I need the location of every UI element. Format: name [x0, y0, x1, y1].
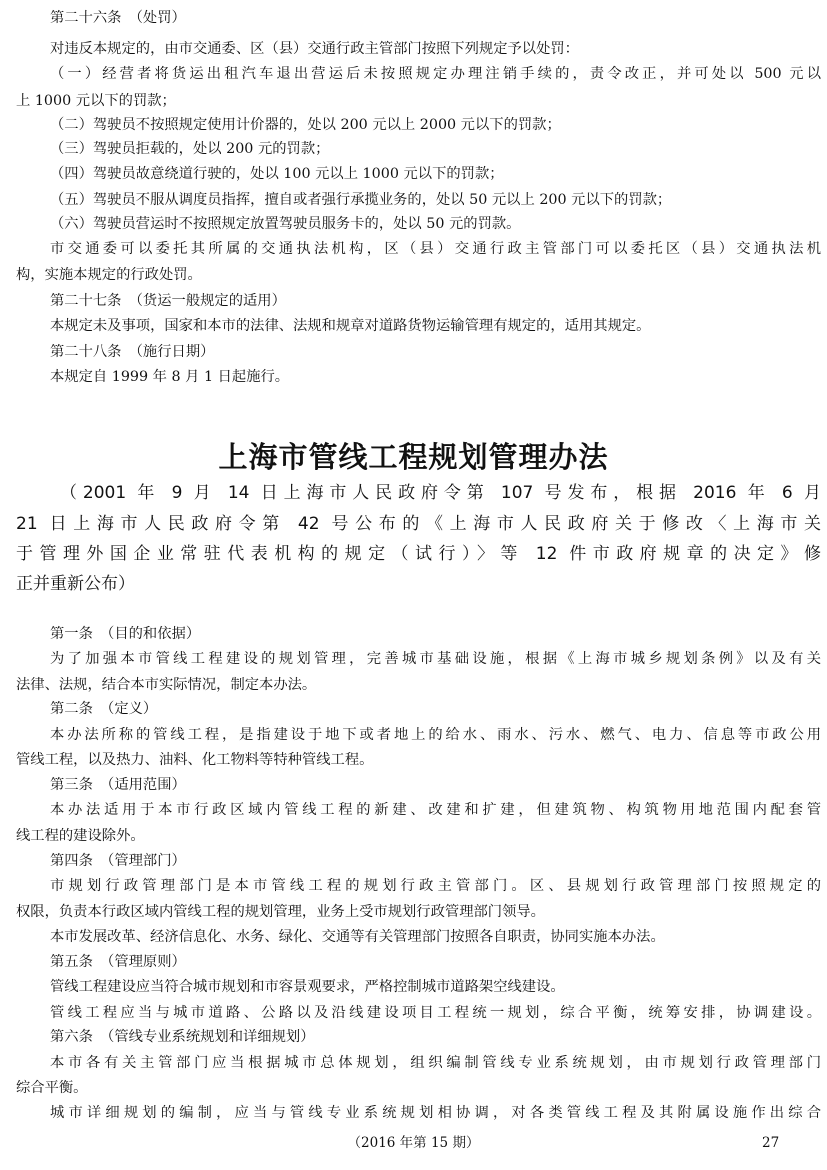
article-27-heading: 第二十七条 （货运一般规定的适用）	[50, 293, 286, 309]
article-26-item-5: （五）驾驶员不服从调度员指挥，擅自或者强行承揽业务的，处以 50 元以上 200 元以下的罚款；	[50, 192, 672, 208]
article-2-heading: 第二条 （定义）	[50, 701, 158, 717]
article-1-heading: 第一条 （目的和依据）	[50, 626, 201, 642]
article-3-line-1: 本办法适用于本市行政区域内管线工程的新建、改建和扩建，但建筑物、构筑物用地范围内配套管	[50, 802, 821, 818]
article-26-entrust-line-1: 市交通委可以委托其所属的交通执法机构，区（县）交通行政主管部门可以委托区（县）交通执法机	[50, 241, 821, 257]
article-4-line-3: 本市发展改革、经济信息化、水务、绿化、交通等有关管理部门按照各自职责，协同实施本办法。	[50, 929, 665, 945]
promulgation-note-line-4: 正并重新公布）	[16, 574, 135, 594]
article-26-item-2: （二）驾驶员不按照规定使用计价器的，处以 200 元以上 2000 元以下的罚款；	[50, 117, 561, 133]
article-3-line-2: 线工程的建设除外。	[16, 828, 145, 844]
article-26-intro: 对违反本规定的，由市交通委、区（县）交通行政主管部门按照下列规定予以处罚：	[50, 41, 579, 57]
article-26-item-1-line-2: 上 1000 元以下的罚款；	[16, 93, 176, 109]
article-26-entrust-line-2: 构，实施本规定的行政处罚。	[16, 267, 202, 283]
promulgation-note-line-2: 21 日上海市人民政府令第 42 号公布的《上海市人民政府关于修改〈上海市关	[16, 514, 821, 534]
regulation-title: 上海市管线工程规划管理办法	[218, 440, 609, 474]
article-2-line-2: 管线工程，以及热力、油料、化工物料等特种管线工程。	[16, 752, 374, 768]
promulgation-note-line-3: 于管理外国企业常驻代表机构的规定（试行）〉等 12 件市政府规章的决定》修	[16, 544, 821, 564]
article-4-line-1: 市规划行政管理部门是本市管线工程的规划行政主管部门。区、县规划行政管理部门按照规定的	[50, 878, 821, 894]
article-3-heading: 第三条 （适用范围）	[50, 777, 186, 793]
article-26-item-6: （六）驾驶员营运时不按照规定放置驾驶员服务卡的，处以 50 元的罚款。	[50, 216, 521, 232]
article-6-line-3: 城市详细规划的编制，应当与管线专业系统规划相协调，对各类管线工程及其附属设施作出综合	[50, 1105, 821, 1121]
issue-number: （2016 年第 15 期）	[347, 1135, 480, 1151]
article-26-heading: 第二十六条 （处罚）	[50, 10, 186, 26]
article-5-line-2: 管线工程应当与城市道路、公路以及沿线建设项目工程统一规划，综合平衡，统筹安排，协调建设。	[50, 1005, 821, 1021]
article-26-item-4: （四）驾驶员故意绕道行驶的，处以 100 元以上 1000 元以下的罚款；	[50, 166, 504, 182]
article-5-heading: 第五条 （管理原则）	[50, 954, 186, 970]
article-4-line-2: 权限，负责本行政区域内管线工程的规划管理，业务上受市规划行政管理部门领导。	[16, 904, 545, 920]
article-4-heading: 第四条 （管理部门）	[50, 853, 186, 869]
article-5-line-1: 管线工程建设应当符合城市规划和市容景观要求，严格控制城市道路架空线建设。	[50, 979, 565, 995]
article-6-line-2: 综合平衡。	[16, 1080, 88, 1096]
article-28-body: 本规定自 1999 年 8 月 1 日起施行。	[50, 369, 290, 385]
article-1-line-2: 法律、法规，结合本市实际情况，制定本办法。	[16, 677, 317, 693]
article-28-heading: 第二十八条 （施行日期）	[50, 344, 215, 360]
article-6-heading: 第六条 （管线专业系统规划和详细规划）	[50, 1029, 315, 1045]
article-26-item-1-line-1: （一）经营者将货运出租汽车退出营运后未按照规定办理注销手续的，责令改正，并可处以 500 元以	[50, 66, 821, 82]
page-number: 27	[762, 1135, 780, 1151]
promulgation-note-line-1: （2001 年 9 月 14 日上海市人民政府令第 107 号发布，根据 2016 年 6 月	[60, 483, 821, 503]
article-2-line-1: 本办法所称的管线工程，是指建设于地下或者地上的给水、雨水、污水、燃气、电力、信息等市政公用	[50, 727, 821, 743]
article-1-line-1: 为了加强本市管线工程建设的规划管理，完善城市基础设施，根据《上海市城乡规划条例》以及有关	[50, 651, 821, 667]
article-6-line-1: 本市各有关主管部门应当根据城市总体规划，组织编制管线专业系统规划，由市规划行政管理部门	[50, 1055, 821, 1071]
article-26-item-3: （三）驾驶员拒载的，处以 200 元的罚款；	[50, 141, 330, 157]
article-27-body: 本规定未及事项，国家和本市的法律、法规和规章对道路货物运输管理有规定的，适用其规定。	[50, 318, 651, 334]
